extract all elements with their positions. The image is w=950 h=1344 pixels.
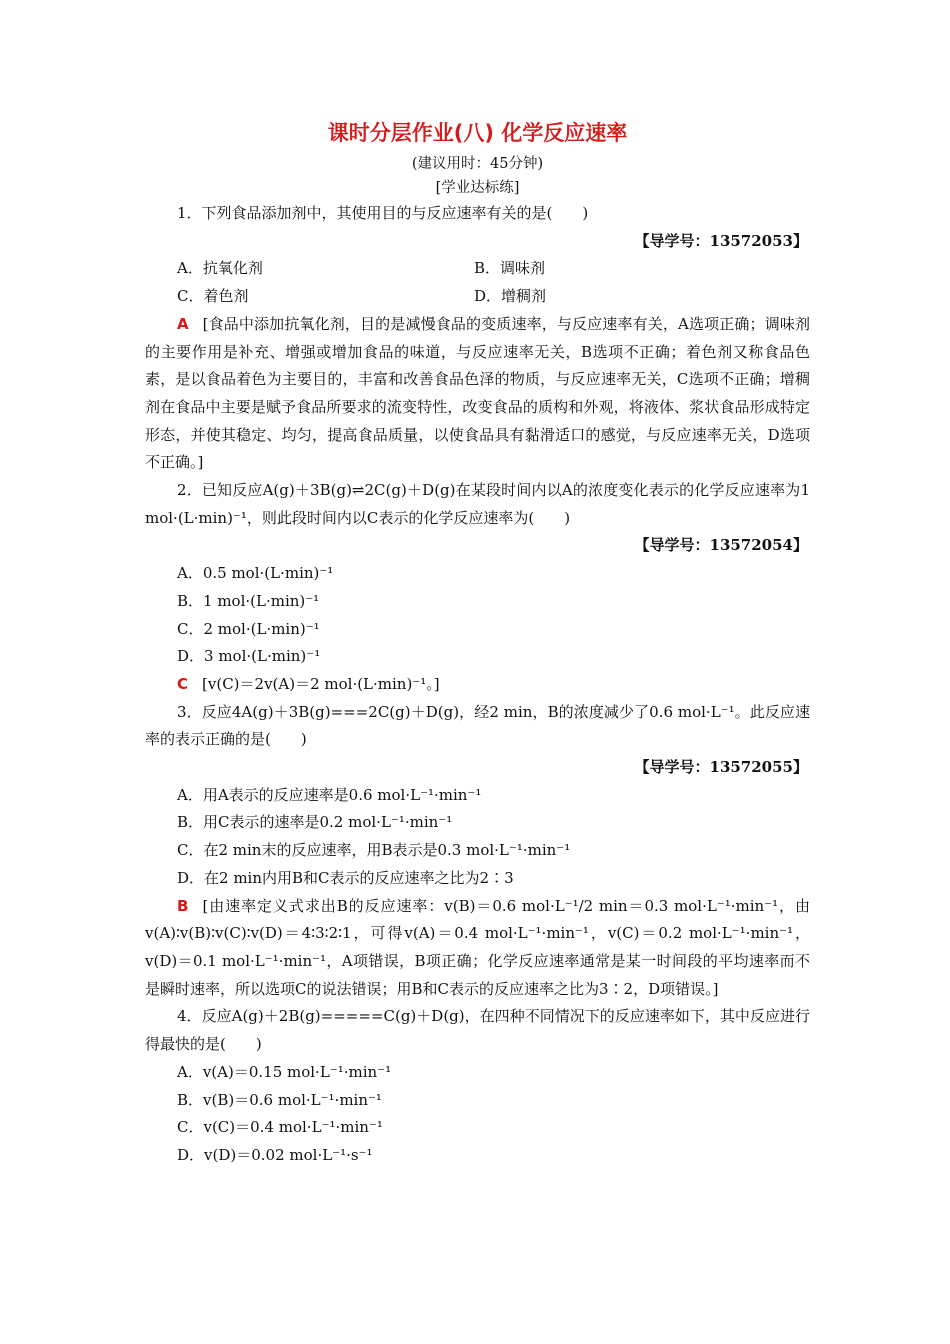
section-label: [学业达标练] <box>435 180 520 196</box>
q3-answer-letter: B <box>177 896 189 915</box>
q1-answer-letter: A <box>177 314 189 333</box>
q2-answer-letter: C <box>177 674 189 693</box>
q1-explanation: [食品中添加抗氧化剂，目的是减慢食品的变质速率，与反应速率有关，A选项正确；调味剂的主要作用是补充、增强或增加食品的味道，与反应速率无关，B选项不正确；着色剂又称食品色素，是以食品着色为主要目的，丰富和改善食品色泽的物质，与反应速率无关，C选项不正确；增稠剂在食品中主要是赋予食品所要求的流变特性，改变食品的质构和外观，将液体、浆状食品形成特定形态，并使其稳定、均匀，提高食品质量，以使食品具有黏滑适口的感觉，与反应速率无关，D选项不正确。] <box>145 314 810 472</box>
q1-options-row1 <box>145 255 810 283</box>
q1-option-c: C．着色剂 <box>177 287 249 306</box>
q2-option-b: B．1 mol·(L·min)⁻¹ <box>177 591 320 610</box>
q3-answer <box>145 893 810 1004</box>
q1-option-d: D．增稠剂 <box>474 287 547 306</box>
q1-answer <box>145 311 810 477</box>
q4-option-a: A．v(A)＝0.15 mol·L⁻¹·min⁻¹ <box>177 1062 392 1081</box>
q3-option-c: C．在2 min末的反应速率，用B表示是0.3 mol·L⁻¹·min⁻¹ <box>177 841 571 860</box>
q1-option-a: A．抗氧化剂 <box>177 259 263 278</box>
q2-guide-number: 【导学号：13572054】 <box>634 536 808 555</box>
q4-stem: 4．反应A(g)＋2B(g)=====C(g)＋D(g)，在四种不同情况下的反应速率如下，其中反应进行得最快的是( ) <box>145 1007 810 1054</box>
time-hint: (建议用时：45分钟) <box>411 156 544 172</box>
q2-option-d: D．3 mol·(L·min)⁻¹ <box>177 647 321 666</box>
q2-answer <box>145 671 810 699</box>
q1-options-row2 <box>145 283 810 311</box>
q2-option-c: C．2 mol·(L·min)⁻¹ <box>177 619 320 638</box>
q3-guide-number: 【导学号：13572055】 <box>634 758 808 777</box>
q3-option-b: B．用C表示的速率是0.2 mol·L⁻¹·min⁻¹ <box>177 813 453 832</box>
q4-option-c: C．v(C)＝0.4 mol·L⁻¹·min⁻¹ <box>177 1118 383 1137</box>
q1-guide-number: 【导学号：13572053】 <box>634 231 808 250</box>
q1-stem: 1．下列食品添加剂中，其使用目的与反应速率有关的是( ) <box>177 204 589 222</box>
q1-option-b: B．调味剂 <box>474 259 546 278</box>
q4-option-d: D．v(D)＝0.02 mol·L⁻¹·s⁻¹ <box>177 1145 373 1164</box>
q3-stem: 3．反应4A(g)＋3B(g)===2C(g)＋D(g)，经2 min，B的浓度减少了0.6 mol·L⁻¹。此反应速率的表示正确的是( ) <box>145 702 810 749</box>
page-title: 课时分层作业(八) 化学反应速率 <box>327 121 628 145</box>
q4-option-b: B．v(B)＝0.6 mol·L⁻¹·min⁻¹ <box>177 1090 382 1109</box>
q3-explanation: [由速率定义式求出B的反应速率：v(B)＝0.6 mol·L⁻¹/2 min＝0.3 mol·L⁻¹·min⁻¹，由v(A)∶v(B)∶v(C)∶v(D)＝4∶3∶2∶1，可得v(A)＝0.4 mol·L⁻¹·min⁻¹，v(C)＝0.2 mol·L⁻¹·min⁻¹，v(D)＝0.1 mol·L⁻¹·min⁻¹，A项错误，B项正确；化学反应速率通常是某一时间段的平均速率而不是瞬时速率，所以选项C的说法错误；用B和C表示的反应速率之比为3∶2，D项错误。] <box>145 896 810 998</box>
q2-option-a: A．0.5 mol·(L·min)⁻¹ <box>177 564 334 583</box>
document-page <box>145 118 810 1170</box>
q3-option-d: D．在2 min内用B和C表示的反应速率之比为2∶3 <box>177 868 514 887</box>
q2-explanation: [v(C)＝2v(A)＝2 mol·(L·min)⁻¹。] <box>202 674 440 693</box>
q2-stem: 2．已知反应A(g)＋3B(g)⇌2C(g)＋D(g)在某段时间内以A的浓度变化表示的化学反应速率为1 mol·(L·min)⁻¹，则此段时间内以C表示的化学反应速率为( ) <box>145 481 810 527</box>
q3-option-a: A．用A表示的反应速率是0.6 mol·L⁻¹·min⁻¹ <box>177 785 482 804</box>
